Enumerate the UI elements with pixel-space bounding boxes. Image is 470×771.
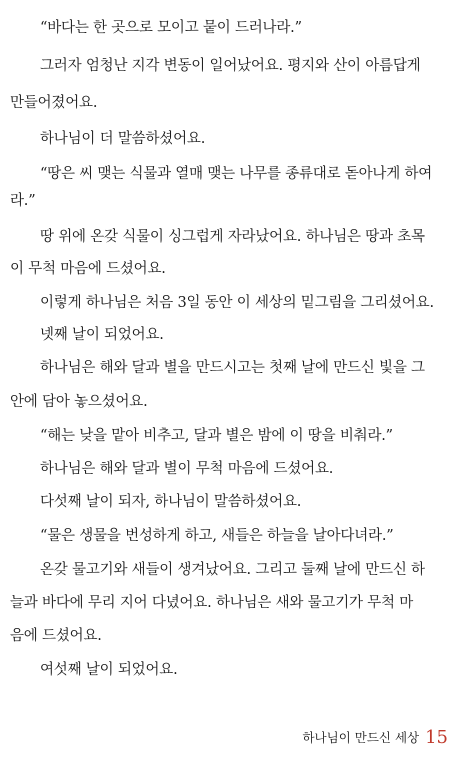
text-line: 그러자 엄청난 지각 변동이 일어났어요. 평지와 산이 아름답게 (40, 58, 421, 74)
text-line: 여섯째 날이 되었어요. (40, 662, 178, 678)
text-line: 이 무척 마음에 드셨어요. (10, 261, 166, 277)
text-line: 하나님은 해와 달과 별이 무척 마음에 드셨어요. (40, 461, 334, 477)
text-line: “물은 생물을 번성하게 하고, 새들은 하늘을 날아다녀라.” (40, 528, 394, 544)
text-line: 하나님이 더 말씀하셨어요. (40, 131, 206, 147)
text-line: “바다는 한 곳으로 모이고 뭍이 드러나라.” (40, 20, 302, 36)
text-line: 만들어졌어요. (10, 95, 98, 111)
text-line: 라.” (10, 193, 36, 209)
page-number: 15 (425, 727, 448, 748)
book-title: 하나님이 만드신 세상 (302, 730, 420, 745)
text-line: “땅은 씨 맺는 식물과 열매 맺는 나무를 종류대로 돋아나게 하여 (40, 166, 433, 182)
page-footer (302, 727, 448, 748)
text-line: 다섯째 날이 되자, 하나님이 말씀하셨어요. (40, 494, 302, 510)
text-line: 음에 드셨어요. (10, 628, 102, 644)
text-line: 이렇게 하나님은 처음 3일 동안 이 세상의 밑그림을 그리셨어요. (40, 295, 434, 311)
text-line: 땅 위에 온갖 식물이 싱그럽게 자라났어요. 하나님은 땅과 초목 (40, 229, 425, 245)
text-line: 늘과 바다에 무리 지어 다녔어요. 하나님은 새와 물고기가 무척 마 (10, 595, 414, 611)
text-line: “해는 낮을 맡아 비추고, 달과 별은 밤에 이 땅을 비춰라.” (40, 428, 393, 444)
text-line: 하나님은 해와 달과 별을 만드시고는 첫째 날에 만드신 빛을 그 (40, 360, 425, 376)
text-line: 안에 담아 놓으셨어요. (10, 394, 148, 410)
text-line: 온갖 물고기와 새들이 생겨났어요. 그리고 둘째 날에 만드신 하 (40, 562, 425, 578)
text-line: 넷째 날이 되었어요. (40, 327, 164, 343)
